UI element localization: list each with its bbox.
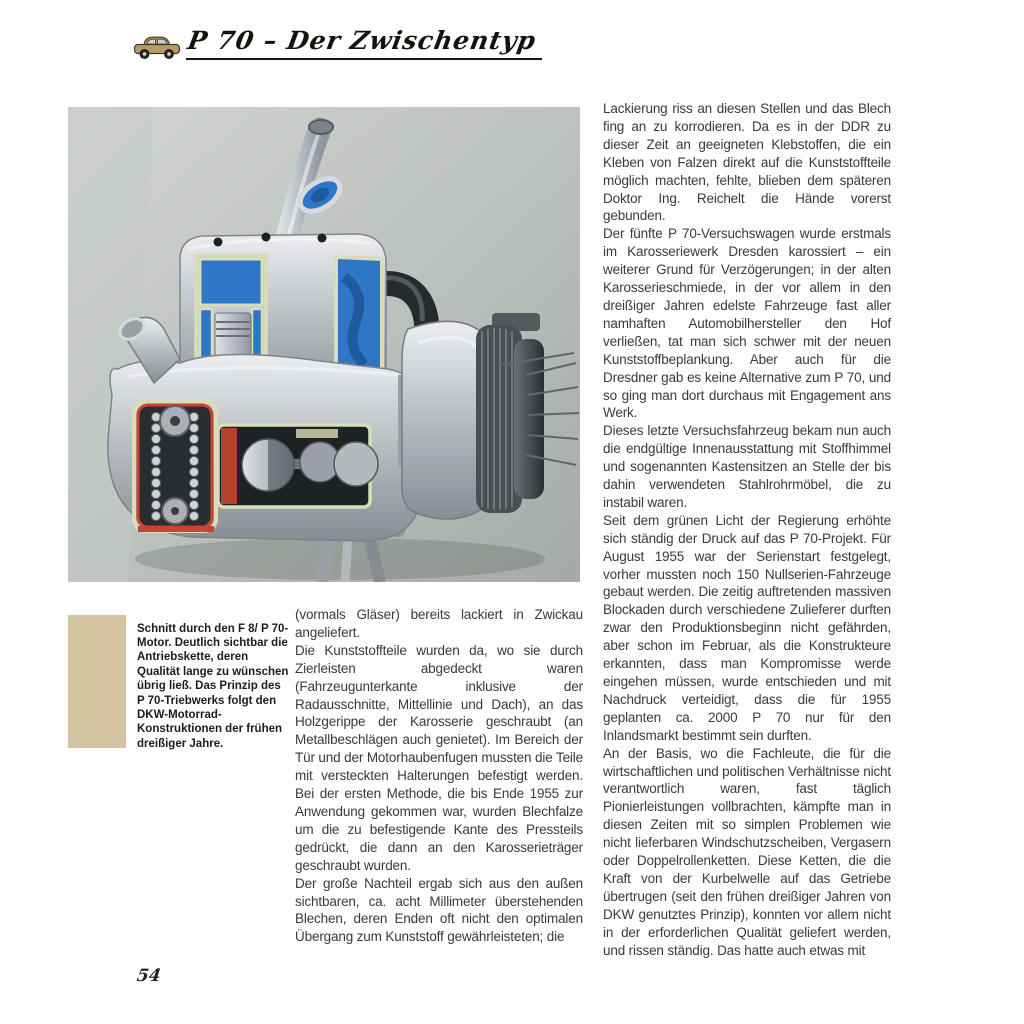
paragraph: Der fünfte P 70-Versuchswagen wurde erstmals im Karosseriewerk Dresden karossiert – ein weiterer Grund für Verzögerungen; in der alten Karosserieschmiede, in der vor allem in den dreißiger Jahren edelste Fahrzeuge fast aller namhaften Automobilhersteller den Hof verließen, tat man sich schwer mit der neuen Kunststoffbeplankung. Aber auch für die Dresdner gab es keine Alternative zum P 70, und so ging man dort durchaus mit Engagement ans Werk. <box>603 226 891 421</box>
photo-caption: Schnitt durch den F 8/ P 70-Motor. Deutlich sichtbar die Antriebskette, deren Qualität lange zu wünschen übrig ließ. Das Prinzip des P 70-Triebwerks folgt den DKW-Motorrad-Konstruktionen der frühen dreißiger Jahre. <box>137 622 289 750</box>
car-icon <box>133 34 181 61</box>
drive-chain-compartment <box>134 401 216 531</box>
page-header <box>0 0 1024 80</box>
engine-cutaway-photo <box>68 107 580 582</box>
paragraph: An der Basis, wo die Fachleute, die für die wirtschaftlichen und politischen Verhältnisse nicht verantwortlich waren, fast täglich Pionierleistungen vollbrachten, kämpfte man in diesen Zeiten mit so simplen Problemen wie nicht lieferbaren Windschutzscheiben, Vergasern oder Doppelrollenketten. Diese Ketten, die die Kraft von der Kurbelwelle auf das Getriebe übertrugen (seit den frühen dreißiger Jahren von DKW genutztes Prinzip), konnten vor allem nicht in der erforderlichen Qualität geliefert werden, und rissen ständig. Das hatte auch etwas mit <box>603 745 892 958</box>
chapter-title-underline <box>186 26 542 60</box>
crankshaft-window <box>218 425 378 507</box>
paragraph: Lackierung riss an diesen Stellen und das Blech fing an zu korrodieren. Da es in der DDR zu dieser Zeit an geeigneten Klebstoffen, die ein Kleben von Falzen direkt auf die Kunststoffteile möglich machten, fehlte, blieben dem späteren Doktor Ing. Reichelt die Hände vorerst gebunden. <box>603 101 891 224</box>
body-column-right <box>603 100 891 960</box>
paragraph: Der große Nachteil ergab sich aus den außen sichtbaren, ca. acht Millimeter überstehenden Blechen, deren Enden oft nicht den optimalen Übergang zum Kunststoff gewährleisteten; die <box>295 875 583 945</box>
paragraph: Die Kunststoffteile wurden da, wo sie durch Zierleisten abgedeckt waren (Fahrzeugunterkante inklusive der Radausschnitte, Mittellinie und Dach), an das Holzgerippe der Karosserie geschraubt (an Metallbeschlägen auch genietet). Im Bereich der Tür und der Motorhaubenfugen mussten die Teile mit versteckten Halterungen befestigt werden. Bei der ersten Methode, die bis Ende 1955 zur Anwendung gekommen war, wurden Blechfalze um die zu befestigende Kante des Pressteils gedrückt, die dann an den Karosserieträger geschraubt wurden. <box>295 642 583 873</box>
paragraph: Dieses letzte Versuchsfahrzeug bekam nun auch die endgültige Innenausstattung mit Stoffhimmel und sogenannten Kastensitzen an Stelle der bis dahin verwendeten Stahlrohrmöbel, die zu instabil waren. <box>603 423 891 510</box>
paragraph: (vormals Gläser) bereits lackiert in Zwickau angeliefert. <box>295 607 583 640</box>
page-number: 54 <box>135 966 163 986</box>
caption-color-swatch <box>68 615 126 748</box>
body-column-middle <box>295 606 583 946</box>
paragraph: Seit dem grünen Licht der Regierung erhöhte sich ständig der Druck auf das P 70-Projekt. Für August 1955 war der Serienstart festgelegt, vorher mussten noch 150 Nullserien-Fahrzeuge gebaut werden. Die zeitig auftretenden massiven Blockaden durch verschiedene Zulieferer durften zwar den Produktionsbeginn nicht gefährden, aber schon im Februar, als die Konstrukteure erkannten, dass man Kompromisse werde eingehen müssen, wurde entschieden und mit Nachdruck verteidigt, dass die für 1955 geplanten ca. 2000 P 70 nur für den Inlandsmarkt bestimmt sein durften. <box>603 512 891 743</box>
chapter-title: P 70 – Der Zwischentyp <box>185 26 539 55</box>
